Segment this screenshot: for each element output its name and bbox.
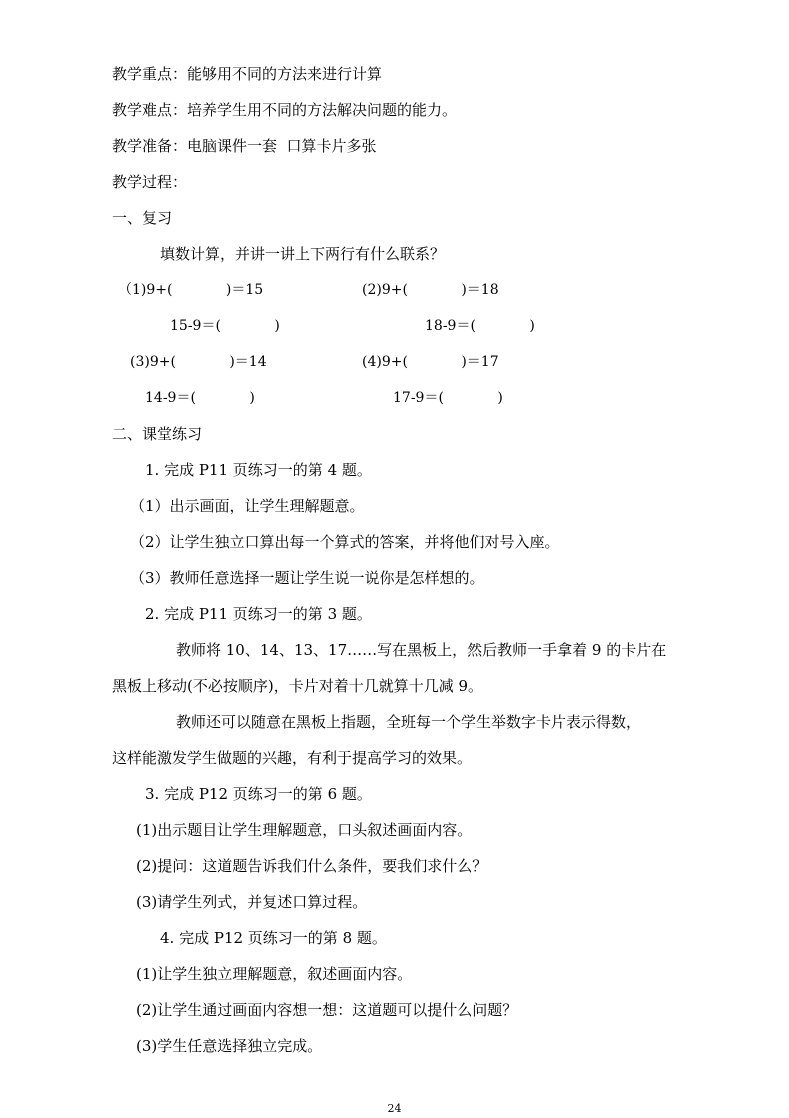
review-intro: 填数计算，并讲一讲上下两行有什么联系？ xyxy=(160,245,446,263)
exercise-q3b: 14-9＝( ) xyxy=(145,390,255,406)
difficulty-line: 教学难点：培养学生用不同的方法解决问题的能力。 xyxy=(112,101,458,119)
exercise-q2: (2)9+( )＝18 xyxy=(362,282,499,298)
practice-item-2: 2. 完成 P11 页练习一的第 3 题。 xyxy=(145,605,372,623)
exercise-q3: (3)9+( )＝14 xyxy=(130,354,267,370)
process-line: 教学过程： xyxy=(112,173,188,191)
page-number: 24 xyxy=(387,1102,402,1115)
review-heading: 一、复习 xyxy=(112,209,173,227)
key-point-line: 教学重点：能够用不同的方法来进行计算 xyxy=(112,65,383,83)
practice-item-3-step-2: (2)提问：这道题告诉我们什么条件，要我们求什么？ xyxy=(136,857,488,875)
practice-item-1-step-3: （3）教师任意选择一题让学生说一说你是怎样想的。 xyxy=(130,569,485,587)
exercise-q4: (4)9+( )＝17 xyxy=(362,354,499,370)
practice-item-4-step-1: (1)让学生独立理解题意，叙述画面内容。 xyxy=(136,965,413,983)
practice-item-2-para-b-line-1: 教师还可以随意在黑板上指题，全班每一个学生举数字卡片表示得数， xyxy=(176,713,642,731)
practice-item-2-para-a-line-2: 黑板上移动(不必按顺序)，卡片对着十几就算十几减 9。 xyxy=(112,677,484,695)
practice-item-2-para-b-line-2: 这样能激发学生做题的兴趣，有利于提高学习的效果。 xyxy=(112,749,473,767)
practice-item-3: 3. 完成 P12 页练习一的第 6 题。 xyxy=(145,785,372,803)
practice-item-3-step-3: (3)请学生列式，并复述口算过程。 xyxy=(136,893,368,911)
practice-item-4: 4. 完成 P12 页练习一的第 8 题。 xyxy=(160,929,387,947)
practice-item-2-para-a-line-1: 教师将 10、14、13、17……写在黑板上，然后教师一手拿着 9 的卡片在 xyxy=(176,641,667,659)
exercise-q1: （1)9+( )＝15 xyxy=(118,282,264,298)
practice-item-4-step-2: (2)让学生通过画面内容想一想：这道题可以提什么问题？ xyxy=(136,1001,518,1019)
exercise-q4b: 17-9＝( ) xyxy=(393,390,503,406)
practice-heading: 二、课堂练习 xyxy=(112,425,203,443)
practice-item-3-step-1: (1)出示题目让学生理解题意，口头叙述画面内容。 xyxy=(136,821,473,839)
practice-item-1: 1. 完成 P11 页练习一的第 4 题。 xyxy=(145,461,372,479)
exercise-q2b: 18-9＝( ) xyxy=(425,318,535,334)
exercise-q1b: 15-9＝( ) xyxy=(170,318,280,334)
practice-item-4-step-3: (3)学生任意选择独立完成。 xyxy=(136,1037,323,1055)
practice-item-1-step-2: （2）让学生独立口算出每一个算式的答案，并将他们对号入座。 xyxy=(130,533,560,551)
practice-item-1-step-1: （1）出示画面，让学生理解题意。 xyxy=(130,497,365,515)
preparation-line: 教学准备：电脑课件一套 口算卡片多张 xyxy=(112,137,377,155)
